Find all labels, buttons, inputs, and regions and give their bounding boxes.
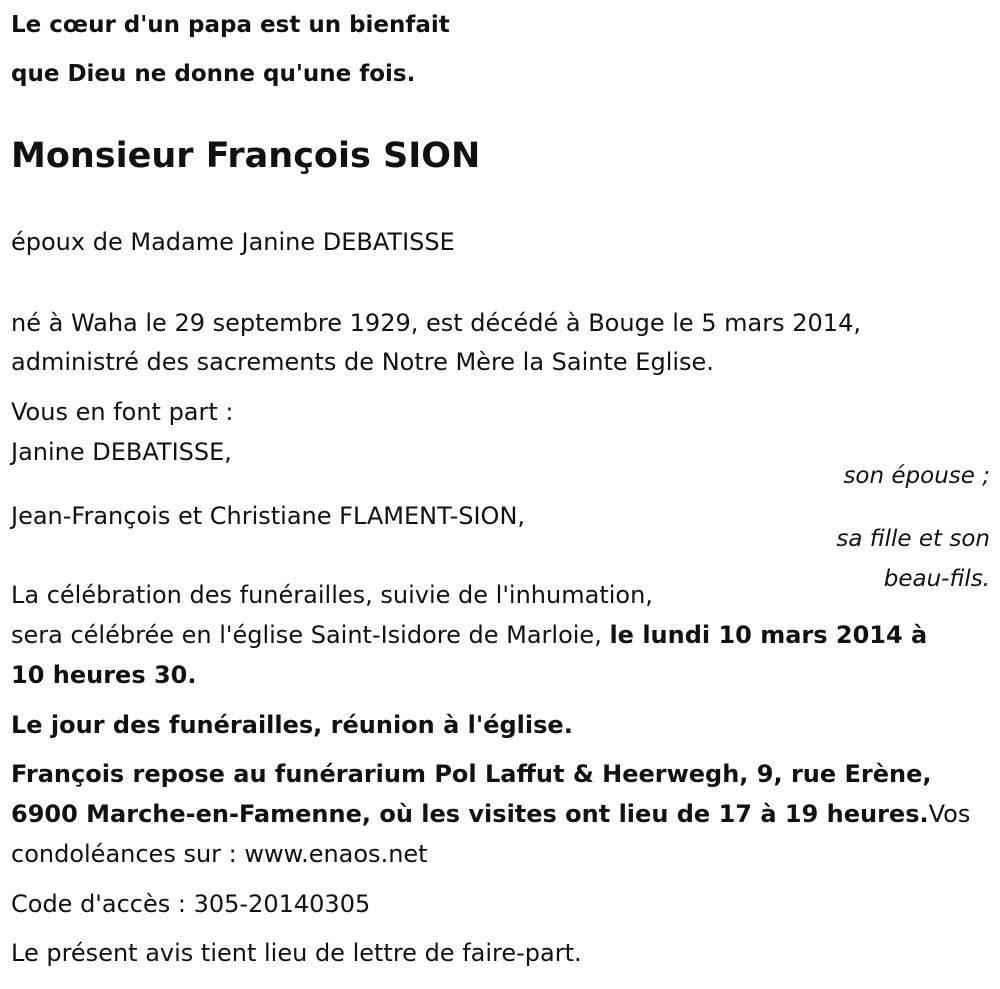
funeral-line-1: La célébration des funérailles, suivie de l'inhumation, (11, 581, 653, 609)
visitation-line-2 (11, 799, 970, 829)
motto-line-1: Le cœur d'un papa est un bienfait (11, 12, 450, 38)
closing-notice: Le présent avis tient lieu de lettre de faire-part. (11, 939, 582, 967)
condolences-prefix: Vos (928, 800, 971, 828)
announcer-2: Jean-François et Christiane FLAMENT-SION, (11, 502, 526, 530)
meeting-note: Le jour des funérailles, réunion à l'église. (11, 711, 573, 739)
announcer-1: Janine DEBATISSE, (11, 438, 232, 466)
spouse-line: époux de Madame Janine DEBATISSE (11, 228, 455, 256)
announcer-2-relation-line-1: sa fille et son (836, 526, 990, 552)
funeral-location: sera célébrée en l'église Saint-Isidore de Marloie, (11, 621, 610, 649)
announcer-2-relation-line-2: beau-fils. (883, 566, 990, 592)
funeral-line-2 (11, 620, 927, 650)
announcer-1-relation: son épouse ; (843, 463, 990, 489)
condolences-website: condoléances sur : www.enaos.net (11, 840, 428, 868)
visitation-line-1: François repose au funérarium Pol Laffut & Heerwegh, 9, rue Erène, (11, 760, 932, 788)
biography-line-1: né à Waha le 29 septembre 1929, est décédé à Bouge le 5 mars 2014, (11, 309, 861, 337)
funeral-time: 10 heures 30. (11, 661, 197, 689)
funeral-date: le lundi 10 mars 2014 à (609, 621, 928, 649)
access-code: Code d'accès : 305-20140305 (11, 890, 371, 918)
motto-line-2: que Dieu ne donne qu'une fois. (11, 61, 416, 87)
deceased-name: Monsieur François SION (11, 136, 481, 176)
visitation-address-hours: 6900 Marche-en-Famenne, où les visites ont lieu de 17 à 19 heures. (11, 800, 929, 828)
announcers-intro: Vous en font part : (11, 398, 234, 426)
biography-line-2: administré des sacrements de Notre Mère la Sainte Eglise. (11, 348, 714, 376)
